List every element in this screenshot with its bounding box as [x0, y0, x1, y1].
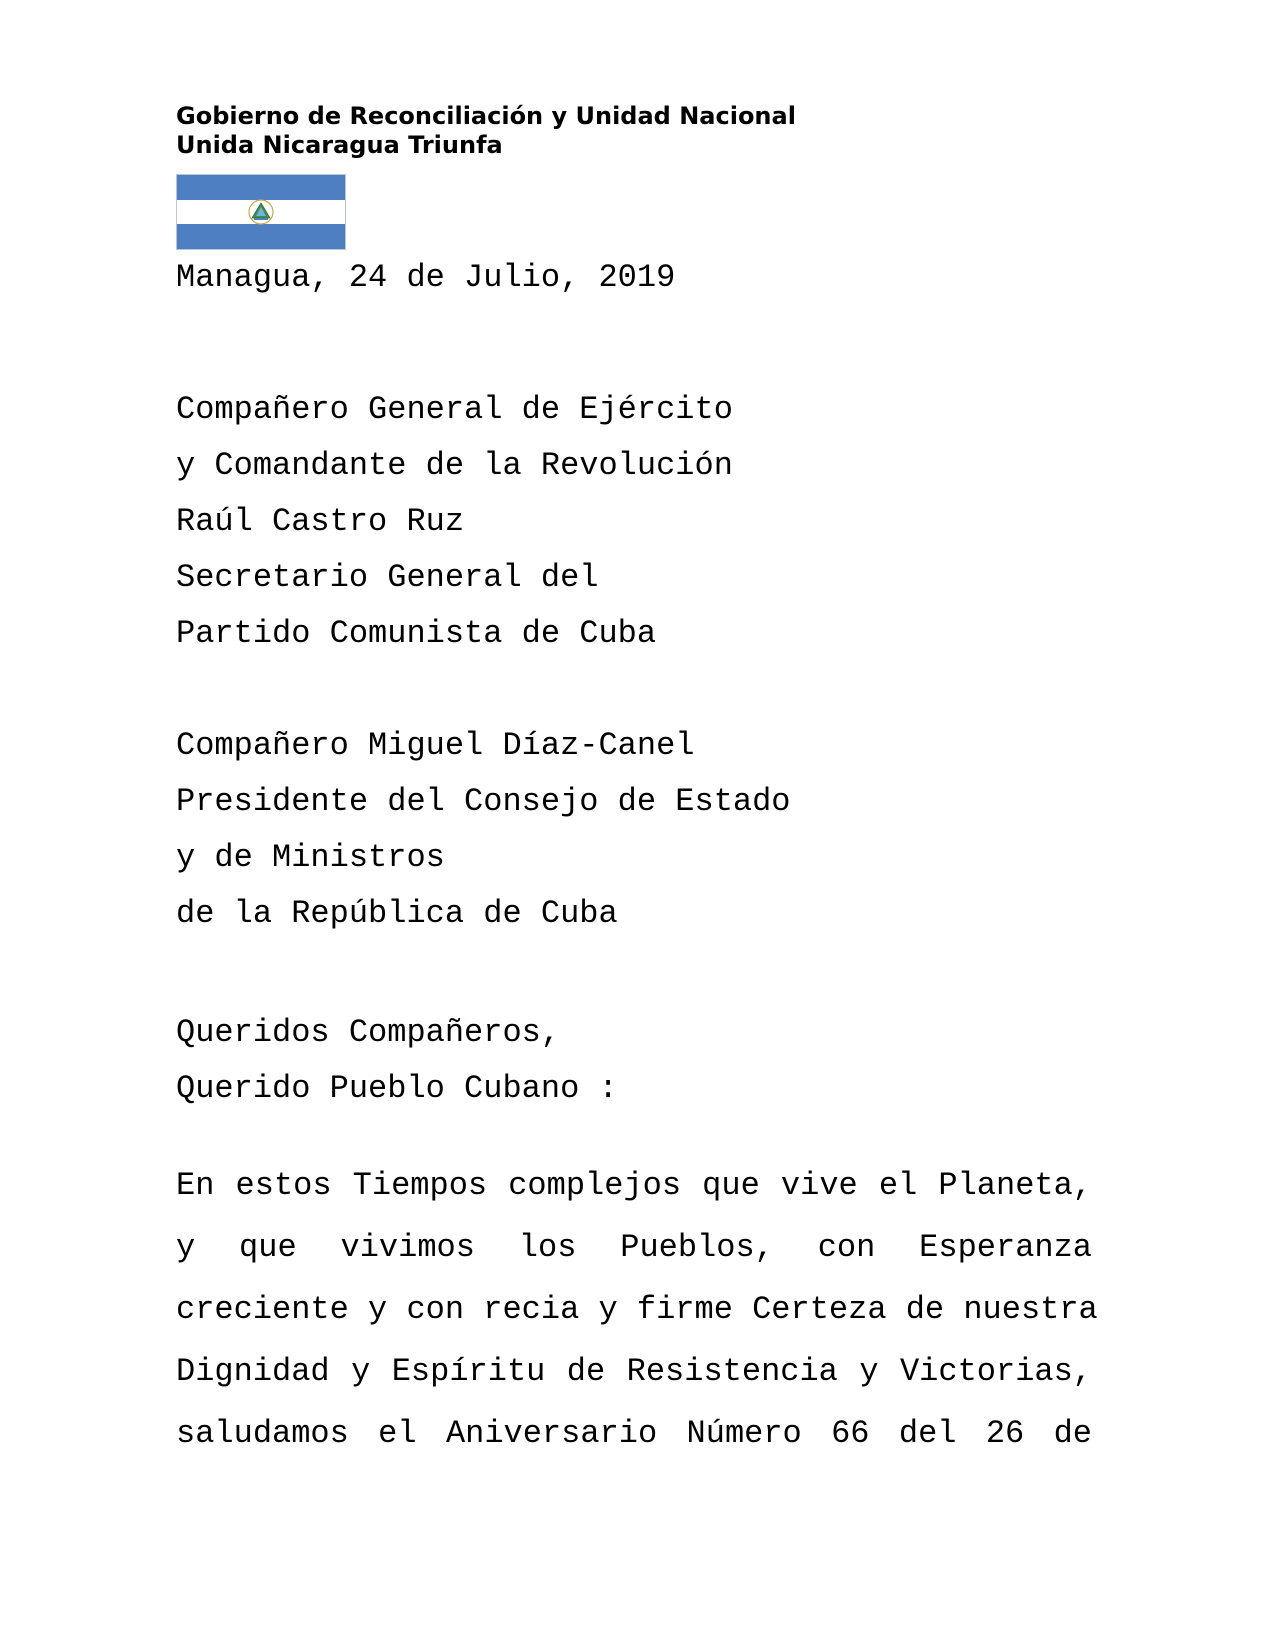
addressee-line: Compañero Miguel Díaz-Canel: [176, 727, 695, 764]
addressee-line: y Comandante de la Revolución: [176, 447, 733, 484]
letter-body: [176, 1155, 1098, 1465]
flag-bottom-band: [177, 224, 345, 249]
addressee-line: Compañero General de Ejército: [176, 391, 733, 428]
addressee-line: de la República de Cuba: [176, 895, 618, 932]
coat-of-arms-icon: [244, 197, 278, 227]
salutation-block: [176, 1005, 618, 1117]
addressee-line: Raúl Castro Ruz: [176, 503, 465, 540]
body-line: saludamos el Aniversario Número 66 del 26 de: [176, 1415, 1092, 1452]
addressee-line: Secretario General del: [176, 559, 599, 596]
salutation-line: Queridos Compañeros,: [176, 1014, 561, 1051]
letter-date: Managua, 24 de Julio, 2019: [176, 259, 676, 296]
letterhead-slogan: Unida Nicaragua Triunfa: [176, 131, 503, 159]
flag-top-band: [177, 175, 345, 200]
addressee-line: Partido Comunista de Cuba: [176, 615, 657, 652]
body-line: creciente y con recia y firme Certeza de nuestra: [176, 1291, 1098, 1328]
addressee-line: y de Ministros: [176, 839, 445, 876]
body-line: y que vivimos los Pueblos, con Esperanza: [176, 1229, 1092, 1266]
addressee-block-castro: [176, 382, 733, 662]
body-line: En estos Tiempos complejos que vive el Planeta,: [176, 1167, 1092, 1204]
nicaragua-flag-image: [176, 174, 346, 250]
body-line: Dignidad y Espíritu de Resistencia y Victorias,: [176, 1353, 1092, 1390]
letterhead: [176, 102, 796, 160]
addressee-line: Presidente del Consejo de Estado: [176, 783, 791, 820]
letterhead-government-name: Gobierno de Reconciliación y Unidad Nacional: [176, 102, 796, 130]
addressee-block-diaz-canel: [176, 718, 791, 942]
salutation-line: Querido Pueblo Cubano :: [176, 1070, 618, 1107]
